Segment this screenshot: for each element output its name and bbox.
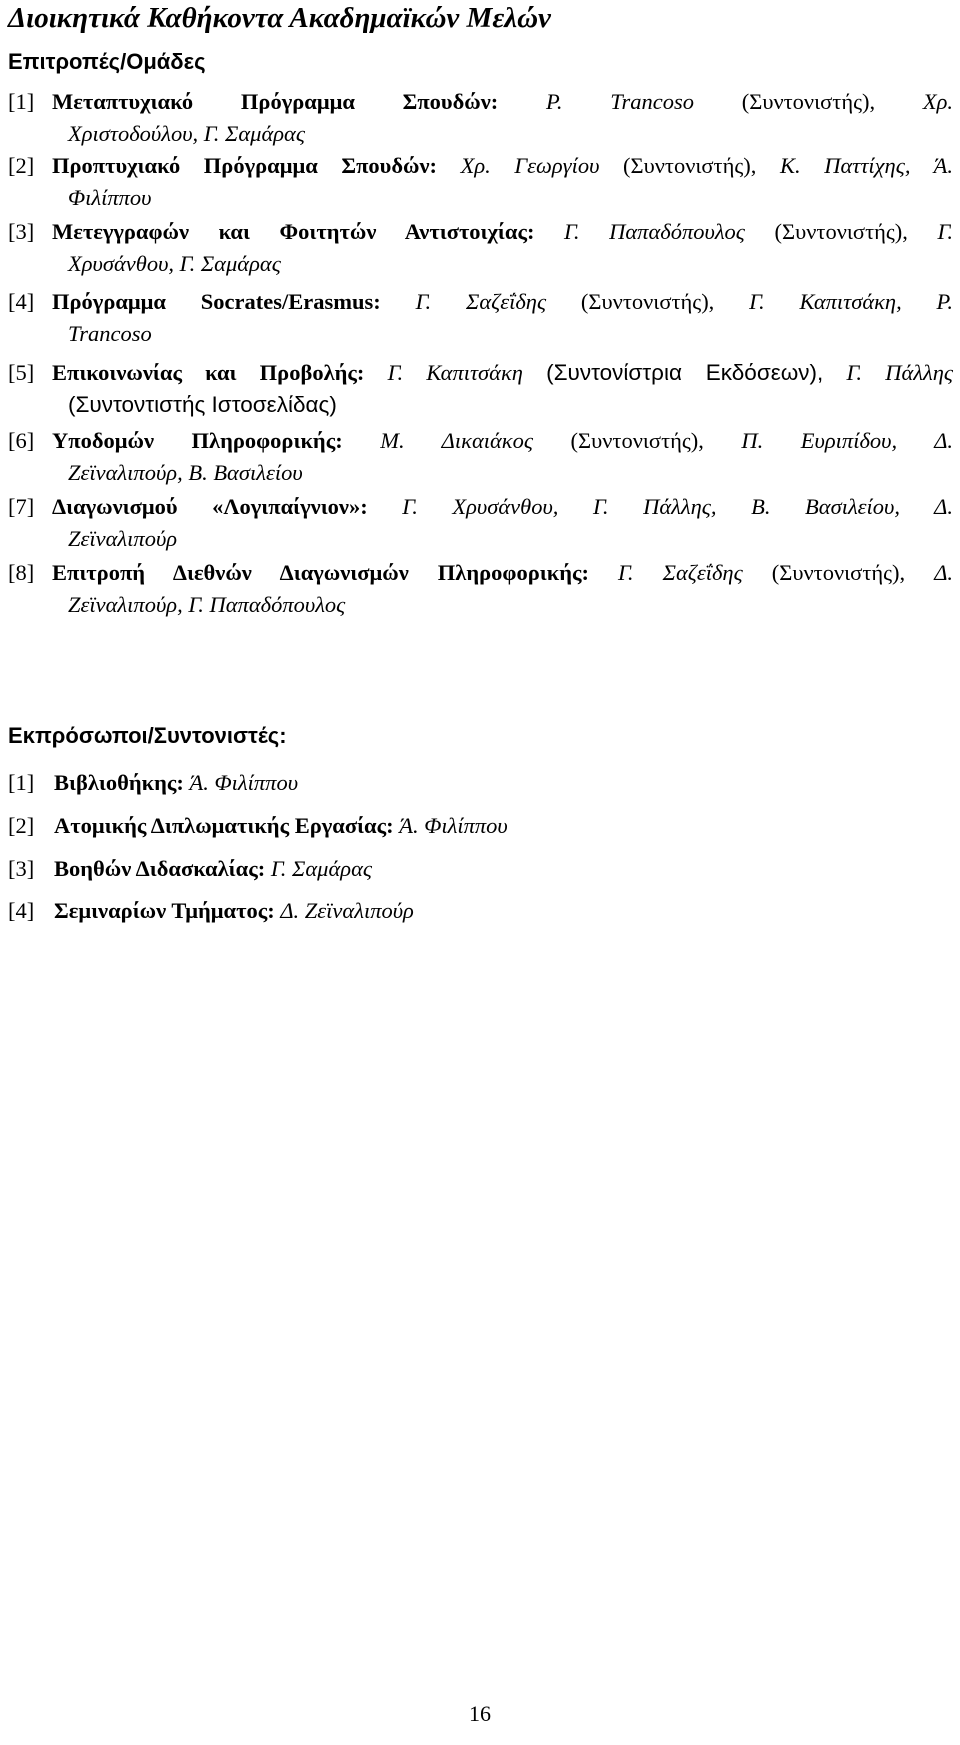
entry-number: [3]	[8, 219, 35, 244]
committee-members: Μ. Δικαιάκος	[380, 428, 533, 453]
entry-number: [4]	[8, 289, 35, 314]
committee-members: Γ.	[937, 219, 954, 244]
committee-entry-5	[8, 357, 953, 421]
committee-members: Γ. Πάλλης	[846, 360, 954, 385]
committees-heading: Επιτροπές/Ομάδες	[8, 49, 206, 74]
entry-number: [8]	[8, 560, 35, 585]
entry-number: [3]	[8, 856, 35, 881]
committee-entry-2	[8, 150, 953, 214]
committee-members-continued: Ζεϊναλιπούρ	[68, 526, 178, 551]
representative-entry-4	[8, 896, 414, 926]
committee-members: Γ. Σαζεΐδης	[618, 560, 743, 585]
committee-members: Ρ. Trancoso	[546, 89, 694, 114]
entry-number: [6]	[8, 428, 35, 453]
member-role: (Συντονιστής),	[774, 219, 908, 244]
representative-name: Γ. Σαμάρας	[270, 856, 373, 881]
committee-members: Γ. Παπαδόπουλος	[564, 219, 745, 244]
entry-number: [2]	[8, 153, 35, 178]
committee-members-continued: Ζεϊναλιπούρ, Γ. Παπαδόπουλος	[68, 592, 346, 617]
representative-entry-2	[8, 811, 508, 841]
committee-members: Γ. Καπιτσάκη, Ρ.	[749, 289, 954, 314]
entry-number: [7]	[8, 494, 35, 519]
member-role: (Συντονιστής),	[741, 89, 876, 114]
member-role: (Συντονίστρια Εκδόσεων),	[546, 360, 824, 385]
committee-members: Π. Ευριπίδου, Δ.	[741, 428, 954, 453]
entry-number: [2]	[8, 813, 35, 838]
committee-members-continued: Χρυσάνθου, Γ. Σαμάρας	[68, 251, 281, 276]
committee-members: Δ.	[934, 560, 954, 585]
committee-members: Χρ. Γεωργίου	[460, 153, 600, 178]
committee-label: Υποδομών Πληροφορικής:	[52, 428, 343, 453]
committee-label: Πρόγραμμα Socrates/Erasmus:	[52, 289, 381, 314]
entry-number: [4]	[8, 898, 35, 923]
representative-label: Βιβλιοθήκης:	[54, 770, 184, 795]
representative-name: Ά. Φιλίππου	[189, 770, 299, 795]
page-number: 16	[469, 1701, 491, 1726]
committee-members: Γ. Χρυσάνθου, Γ. Πάλλης, Β. Βασιλείου, Δ.	[402, 494, 953, 519]
committee-members-continued: Trancoso	[68, 321, 152, 346]
committee-members: Κ. Παττίχης, Ά.	[779, 153, 953, 178]
document-title: Διοικητικά Καθήκοντα Ακαδημαϊκών Μελών	[8, 2, 551, 34]
committee-members-continued: Χριστοδούλου, Γ. Σαμάρας	[68, 121, 305, 146]
representative-entry-3	[8, 854, 372, 884]
member-role: (Συντονιστής),	[570, 428, 704, 453]
committee-entry-8	[8, 557, 953, 621]
committee-entry-4	[8, 286, 953, 350]
committee-label: Επικοινωνίας και Προβολής:	[52, 360, 365, 385]
committee-members: Γ. Καπιτσάκη	[387, 360, 523, 385]
representative-name: Ά. Φιλίππου	[399, 813, 508, 838]
representative-entry-1	[8, 768, 298, 798]
committee-entry-6	[8, 425, 953, 489]
representative-label: Ατομικής Διπλωματικής Εργασίας:	[54, 813, 394, 838]
committee-label: Μεταπτυχιακό Πρόγραμμα Σπουδών:	[52, 89, 499, 114]
representative-label: Σεμιναρίων Τμήματος:	[54, 898, 275, 923]
committee-members: Γ. Σαζεΐδης	[415, 289, 547, 314]
committee-entry-3	[8, 216, 953, 280]
representative-name: Δ. Ζεϊναλιπούρ	[280, 898, 414, 923]
entry-number: [5]	[8, 360, 35, 385]
committee-entry-7	[8, 491, 953, 555]
representatives-heading: Εκπρόσωποι/Συντονιστές:	[8, 723, 287, 748]
committee-label: Μετεγγραφών και Φοιτητών Αντιστοιχίας:	[52, 219, 535, 244]
member-role-continued: (Συντοντιστής Ιστοσελίδας)	[68, 392, 337, 417]
committee-members-continued: Ζεϊναλιπούρ, Β. Βασιλείου	[68, 460, 303, 485]
committee-label: Διαγωνισμού «Λογιπαίγνιον»:	[52, 494, 368, 519]
member-role: (Συντονιστής),	[771, 560, 906, 585]
committee-members: Χρ.	[922, 89, 954, 114]
entry-number: [1]	[8, 770, 35, 795]
member-role: (Συντονιστής),	[580, 289, 715, 314]
committee-label: Προπτυχιακό Πρόγραμμα Σπουδών:	[52, 153, 437, 178]
representative-label: Βοηθών Διδασκαλίας:	[54, 856, 266, 881]
committee-members-continued: Φιλίππου	[68, 185, 152, 210]
committee-entry-1	[8, 86, 953, 150]
committee-label: Επιτροπή Διεθνών Διαγωνισμών Πληροφορικής:	[52, 560, 589, 585]
member-role: (Συντονιστής),	[623, 153, 757, 178]
entry-number: [1]	[8, 89, 35, 114]
